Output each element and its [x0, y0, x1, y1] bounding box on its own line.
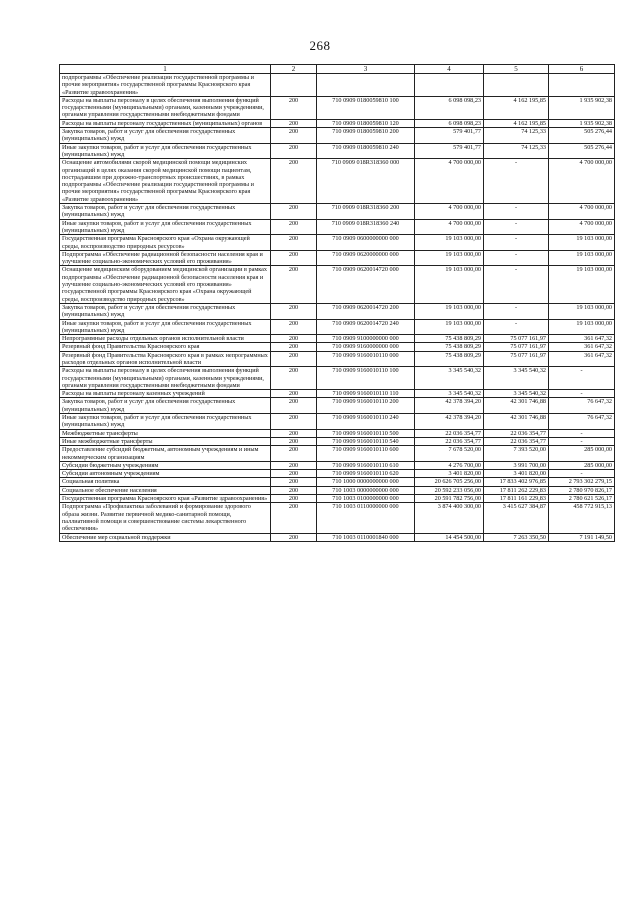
row-name-cell: Закупка товаров, работ и услуг для обеспечения государственных (муниципальных) нужд: [60, 398, 271, 414]
row-amount-remaining-cell: 505 276,44: [549, 143, 615, 159]
row-name-cell: Закупка товаров, работ и услуг для обеспечения государственных (муниципальных) нужд: [60, 204, 271, 220]
row-name-cell: Предоставление субсидий бюджетным, автономным учреждениям и иным некоммерческим организациям: [60, 446, 271, 462]
row-kind-cell: 200: [271, 533, 317, 541]
row-name-cell: подпрограммы «Обеспечение реализации государственной программы и прочие мероприятия» государственной программы Красноярского края «Развитие здравоохранения»: [60, 74, 271, 97]
row-amount-approved-cell: 19 103 000,00: [415, 235, 484, 251]
row-code-cell: 710 0909 9160000000 000: [317, 343, 415, 351]
table-row: [60, 429, 615, 437]
row-code-cell: 710 1003 0000000000 000: [317, 486, 415, 494]
row-amount-executed-cell: 3 345 540,32: [484, 367, 549, 390]
row-amount-executed-cell: 42 301 746,88: [484, 414, 549, 430]
row-kind-cell: 200: [271, 429, 317, 437]
row-kind-cell: 200: [271, 266, 317, 303]
row-code-cell: 710 0909 9160010110 000: [317, 351, 415, 367]
row-amount-executed-cell: 17 833 402 976,85: [484, 478, 549, 486]
row-code-cell: 710 0909 018R318360 000: [317, 159, 415, 204]
row-name-cell: Подпрограмма «Профилактика заболеваний и формирование здорового образа жизни. Развитие первичной медико-санитарной помощи, паллиативной помощи и совершенствование системы лекарственного обеспечения»: [60, 503, 271, 533]
row-code-cell: 710 0909 9160010110 500: [317, 429, 415, 437]
table-row: [60, 250, 615, 266]
row-amount-remaining-cell: -: [549, 437, 615, 445]
header-col-2: 2: [271, 65, 317, 74]
row-code-cell: 710 0909 0180059810 100: [317, 96, 415, 119]
row-amount-remaining-cell: 19 103 000,00: [549, 303, 615, 319]
row-kind-cell: 200: [271, 414, 317, 430]
row-amount-executed-cell: -: [484, 204, 549, 220]
row-code-cell: 710 0909 0620014720 240: [317, 319, 415, 335]
row-amount-approved-cell: 3 401 820,00: [415, 470, 484, 478]
row-amount-executed-cell: 74 125,33: [484, 143, 549, 159]
table-body: [60, 74, 615, 542]
table-row: [60, 204, 615, 220]
row-code-cell: 710 0909 9160010110 200: [317, 398, 415, 414]
row-code-cell: 710 1003 0100000000 000: [317, 495, 415, 503]
table-row: [60, 461, 615, 469]
row-kind-cell: 200: [271, 437, 317, 445]
row-amount-approved-cell: 22 036 354,77: [415, 437, 484, 445]
table-row: [60, 143, 615, 159]
row-amount-remaining-cell: 76 647,32: [549, 414, 615, 430]
row-kind-cell: 200: [271, 367, 317, 390]
row-amount-remaining-cell: 361 647,32: [549, 343, 615, 351]
row-code-cell: 710 0909 0620014720 000: [317, 266, 415, 303]
row-amount-remaining-cell: 458 772 915,13: [549, 503, 615, 533]
row-amount-remaining-cell: 19 103 000,00: [549, 266, 615, 303]
row-amount-executed-cell: 75 077 161,97: [484, 335, 549, 343]
row-kind-cell: 200: [271, 250, 317, 266]
row-amount-approved-cell: 20 592 233 056,00: [415, 486, 484, 494]
row-kind-cell: 200: [271, 495, 317, 503]
row-name-cell: Иные закупки товаров, работ и услуг для обеспечения государственных (муниципальных) нужд: [60, 414, 271, 430]
header-col-4: 4: [415, 65, 484, 74]
row-amount-executed-cell: [484, 74, 549, 97]
row-kind-cell: 200: [271, 503, 317, 533]
row-amount-remaining-cell: -: [549, 390, 615, 398]
row-code-cell: 710 1003 0110000000 000: [317, 503, 415, 533]
row-kind-cell: 200: [271, 119, 317, 127]
row-amount-approved-cell: 42 378 394,20: [415, 414, 484, 430]
row-code-cell: 710 0909 0180059810 240: [317, 143, 415, 159]
row-amount-executed-cell: -: [484, 219, 549, 235]
table-row: [60, 414, 615, 430]
row-kind-cell: 200: [271, 461, 317, 469]
row-amount-approved-cell: 19 103 000,00: [415, 250, 484, 266]
table-row: [60, 343, 615, 351]
row-name-cell: Государственная программа Красноярского края «Развитие здравоохранения»: [60, 495, 271, 503]
table-row: [60, 367, 615, 390]
row-amount-approved-cell: 7 678 520,00: [415, 446, 484, 462]
row-amount-approved-cell: [415, 74, 484, 97]
header-col-3: 3: [317, 65, 415, 74]
table-row: [60, 159, 615, 204]
row-code-cell: 710 0909 018R318360 200: [317, 204, 415, 220]
row-amount-remaining-cell: 4 700 000,00: [549, 159, 615, 204]
page-number: 268: [309, 38, 331, 53]
row-kind-cell: 200: [271, 303, 317, 319]
row-amount-approved-cell: 75 438 809,29: [415, 335, 484, 343]
row-amount-approved-cell: 6 098 098,23: [415, 96, 484, 119]
row-amount-remaining-cell: 19 103 000,00: [549, 250, 615, 266]
row-kind-cell: 200: [271, 390, 317, 398]
row-code-cell: 710 0909 9160010110 610: [317, 461, 415, 469]
header-col-1: 1: [60, 65, 271, 74]
row-name-cell: Субсидии автономным учреждениям: [60, 470, 271, 478]
row-amount-approved-cell: 579 401,77: [415, 128, 484, 144]
row-code-cell: 710 0909 9160010110 600: [317, 446, 415, 462]
table-row: [60, 219, 615, 235]
row-code-cell: 710 0909 9160010110 100: [317, 367, 415, 390]
row-amount-approved-cell: 579 401,77: [415, 143, 484, 159]
row-name-cell: Социальное обеспечение населения: [60, 486, 271, 494]
table-row: [60, 96, 615, 119]
table-row: [60, 266, 615, 303]
table-row: [60, 390, 615, 398]
row-name-cell: Подпрограмма «Обеспечение радиационной безопасности населения края и улучшение социально-экономических условий его проживания»: [60, 250, 271, 266]
row-amount-remaining-cell: 4 700 000,00: [549, 219, 615, 235]
row-amount-remaining-cell: [549, 74, 615, 97]
table-row: [60, 303, 615, 319]
row-amount-remaining-cell: -: [549, 429, 615, 437]
row-amount-executed-cell: -: [484, 159, 549, 204]
table-row: [60, 235, 615, 251]
row-name-cell: Иные закупки товаров, работ и услуг для обеспечения государственных (муниципальных) нужд: [60, 319, 271, 335]
row-amount-approved-cell: 19 103 000,00: [415, 266, 484, 303]
row-amount-executed-cell: -: [484, 319, 549, 335]
row-name-cell: Оснащение автомобилями скорой медицинской помощи медицинских организаций в целях оказания скорой медицинской помощи пациентам, пострадавшим при дорожно-транспортных происшествиях, в рамках подпрограммы «Обеспечение реализации государственной программы и прочие мероприятия» государственной программы Красноярского края «Развитие здравоохранения»: [60, 159, 271, 204]
row-name-cell: Резервный фонд Правительства Красноярского края: [60, 343, 271, 351]
row-amount-remaining-cell: 2 780 621 526,17: [549, 495, 615, 503]
row-amount-remaining-cell: 1 935 902,38: [549, 119, 615, 127]
row-name-cell: Социальная политика: [60, 478, 271, 486]
row-amount-remaining-cell: 505 276,44: [549, 128, 615, 144]
row-name-cell: Обеспечение мер социальной поддержки: [60, 533, 271, 541]
row-code-cell: 710 1000 0000000000 000: [317, 478, 415, 486]
table-row: [60, 533, 615, 541]
row-amount-executed-cell: -: [484, 235, 549, 251]
row-amount-remaining-cell: 4 700 000,00: [549, 204, 615, 220]
row-code-cell: 710 0909 9160010110 110: [317, 390, 415, 398]
table-row: [60, 470, 615, 478]
row-amount-executed-cell: 74 125,33: [484, 128, 549, 144]
row-amount-remaining-cell: 361 647,32: [549, 351, 615, 367]
row-amount-remaining-cell: 285 000,00: [549, 446, 615, 462]
row-amount-remaining-cell: 19 103 000,00: [549, 319, 615, 335]
row-amount-executed-cell: 75 077 161,97: [484, 343, 549, 351]
row-amount-approved-cell: 4 276 700,00: [415, 461, 484, 469]
row-name-cell: Расходы на выплаты персоналу в целях обеспечения выполнения функций государственными (муниципальными) органами, казенными учреждениями, органами управления государственными внебюджетными фондами: [60, 96, 271, 119]
row-name-cell: Государственная программа Красноярского края «Охрана окружающей среды, воспроизводство природных ресурсов»: [60, 235, 271, 251]
row-amount-remaining-cell: 361 647,32: [549, 335, 615, 343]
row-kind-cell: 200: [271, 96, 317, 119]
row-kind-cell: 200: [271, 351, 317, 367]
row-amount-remaining-cell: 1 935 902,38: [549, 96, 615, 119]
header-col-5: 5: [484, 65, 549, 74]
row-kind-cell: 200: [271, 335, 317, 343]
row-amount-approved-cell: 22 036 354,77: [415, 429, 484, 437]
table-row: [60, 495, 615, 503]
row-kind-cell: 200: [271, 470, 317, 478]
row-amount-executed-cell: -: [484, 303, 549, 319]
row-kind-cell: 200: [271, 486, 317, 494]
row-amount-approved-cell: 19 103 000,00: [415, 303, 484, 319]
row-kind-cell: 200: [271, 343, 317, 351]
row-name-cell: Межбюджетные трансферты: [60, 429, 271, 437]
row-kind-cell: 200: [271, 398, 317, 414]
row-name-cell: Расходы на выплаты персоналу государственных (муниципальных) органов: [60, 119, 271, 127]
row-amount-remaining-cell: 7 191 149,50: [549, 533, 615, 541]
row-name-cell: Оснащение медицинским оборудованием медицинской организации в рамках подпрограммы «Обеспечение радиационной безопасности населения края и улучшение социально-экономических условий его проживания» государственной программы Красноярского края «Охрана окружающей среды, воспроизводство природных ресурсов»: [60, 266, 271, 303]
row-code-cell: 710 0909 0180059810 200: [317, 128, 415, 144]
row-code-cell: 710 0909 0180059810 120: [317, 119, 415, 127]
row-amount-executed-cell: 3 991 700,00: [484, 461, 549, 469]
row-amount-remaining-cell: 19 103 000,00: [549, 235, 615, 251]
row-code-cell: 710 0909 9160010110 240: [317, 414, 415, 430]
row-name-cell: Резервный фонд Правительства Красноярского края в рамках непрограммных расходов отдельных органов исполнительной власти: [60, 351, 271, 367]
row-code-cell: 710 0909 9160010110 620: [317, 470, 415, 478]
row-name-cell: Иные закупки товаров, работ и услуг для обеспечения государственных (муниципальных) нужд: [60, 219, 271, 235]
row-kind-cell: 200: [271, 204, 317, 220]
table-row: [60, 398, 615, 414]
row-name-cell: Иные межбюджетные трансферты: [60, 437, 271, 445]
row-amount-approved-cell: 42 378 394,20: [415, 398, 484, 414]
row-amount-approved-cell: 6 098 098,23: [415, 119, 484, 127]
row-code-cell: 710 0909 0620014720 200: [317, 303, 415, 319]
row-kind-cell: 200: [271, 446, 317, 462]
table-row: [60, 319, 615, 335]
row-amount-executed-cell: 17 811 262 229,83: [484, 486, 549, 494]
row-name-cell: Закупка товаров, работ и услуг для обеспечения государственных (муниципальных) нужд: [60, 303, 271, 319]
row-amount-remaining-cell: -: [549, 367, 615, 390]
table-row: [60, 486, 615, 494]
row-kind-cell: 200: [271, 319, 317, 335]
row-amount-remaining-cell: -: [549, 470, 615, 478]
row-amount-remaining-cell: 76 647,32: [549, 398, 615, 414]
row-amount-executed-cell: 3 345 540,32: [484, 390, 549, 398]
row-amount-approved-cell: 4 700 000,00: [415, 204, 484, 220]
row-amount-executed-cell: 4 162 195,85: [484, 119, 549, 127]
row-kind-cell: 200: [271, 159, 317, 204]
row-amount-approved-cell: 75 438 809,29: [415, 343, 484, 351]
row-name-cell: Расходы на выплаты персоналу казенных учреждений: [60, 390, 271, 398]
row-kind-cell: 200: [271, 478, 317, 486]
table-row: [60, 351, 615, 367]
row-amount-executed-cell: 22 036 354,77: [484, 429, 549, 437]
row-amount-approved-cell: 20 626 705 256,00: [415, 478, 484, 486]
table-row: [60, 128, 615, 144]
row-amount-executed-cell: 42 301 746,88: [484, 398, 549, 414]
row-amount-remaining-cell: 285 000,00: [549, 461, 615, 469]
row-amount-executed-cell: -: [484, 266, 549, 303]
row-code-cell: [317, 74, 415, 97]
row-amount-executed-cell: 7 393 520,00: [484, 446, 549, 462]
table-row: [60, 478, 615, 486]
row-code-cell: 710 0909 9100000000 000: [317, 335, 415, 343]
row-name-cell: Субсидии бюджетным учреждениям: [60, 461, 271, 469]
row-amount-executed-cell: 3 415 627 384,87: [484, 503, 549, 533]
row-amount-executed-cell: 4 162 195,85: [484, 96, 549, 119]
table-row: [60, 74, 615, 97]
row-kind-cell: 200: [271, 128, 317, 144]
row-name-cell: Непрограммные расходы отдельных органов исполнительной власти: [60, 335, 271, 343]
row-amount-executed-cell: -: [484, 250, 549, 266]
row-code-cell: 710 0909 9160010110 540: [317, 437, 415, 445]
row-amount-executed-cell: 3 401 820,00: [484, 470, 549, 478]
row-code-cell: 710 0909 0620000000 000: [317, 250, 415, 266]
row-amount-executed-cell: 22 036 354,77: [484, 437, 549, 445]
row-kind-cell: 200: [271, 235, 317, 251]
row-code-cell: 710 1003 0110001840 000: [317, 533, 415, 541]
budget-table: [59, 64, 615, 542]
row-name-cell: Иные закупки товаров, работ и услуг для обеспечения государственных (муниципальных) нужд: [60, 143, 271, 159]
row-amount-approved-cell: 4 700 000,00: [415, 159, 484, 204]
table-row: [60, 119, 615, 127]
table-row: [60, 437, 615, 445]
row-kind-cell: 200: [271, 219, 317, 235]
row-amount-executed-cell: 7 263 350,50: [484, 533, 549, 541]
row-amount-approved-cell: 19 103 000,00: [415, 319, 484, 335]
row-name-cell: Расходы на выплаты персоналу в целях обеспечения выполнения функций государственными (муниципальными) органами, казенными учреждениями, органами управления государственными внебюджетными фондами: [60, 367, 271, 390]
row-amount-approved-cell: 20 591 782 756,00: [415, 495, 484, 503]
row-code-cell: 710 0909 0600000000 000: [317, 235, 415, 251]
row-amount-approved-cell: 75 438 809,29: [415, 351, 484, 367]
row-amount-remaining-cell: 2 793 302 279,15: [549, 478, 615, 486]
row-amount-remaining-cell: 2 780 970 826,17: [549, 486, 615, 494]
row-amount-approved-cell: 3 345 540,32: [415, 390, 484, 398]
row-amount-executed-cell: 75 077 161,97: [484, 351, 549, 367]
table-row: [60, 503, 615, 533]
row-amount-approved-cell: 3 874 400 300,00: [415, 503, 484, 533]
header-col-6: 6: [549, 65, 615, 74]
row-code-cell: 710 0909 018R318360 240: [317, 219, 415, 235]
row-amount-approved-cell: 3 345 540,32: [415, 367, 484, 390]
row-amount-approved-cell: 4 700 000,00: [415, 219, 484, 235]
row-kind-cell: 200: [271, 143, 317, 159]
table-row: [60, 446, 615, 462]
table-header-row: [60, 65, 615, 74]
table-row: [60, 335, 615, 343]
row-name-cell: Закупка товаров, работ и услуг для обеспечения государственных (муниципальных) нужд: [60, 128, 271, 144]
row-kind-cell: [271, 74, 317, 97]
row-amount-approved-cell: 14 454 500,00: [415, 533, 484, 541]
row-amount-executed-cell: 17 811 161 229,83: [484, 495, 549, 503]
